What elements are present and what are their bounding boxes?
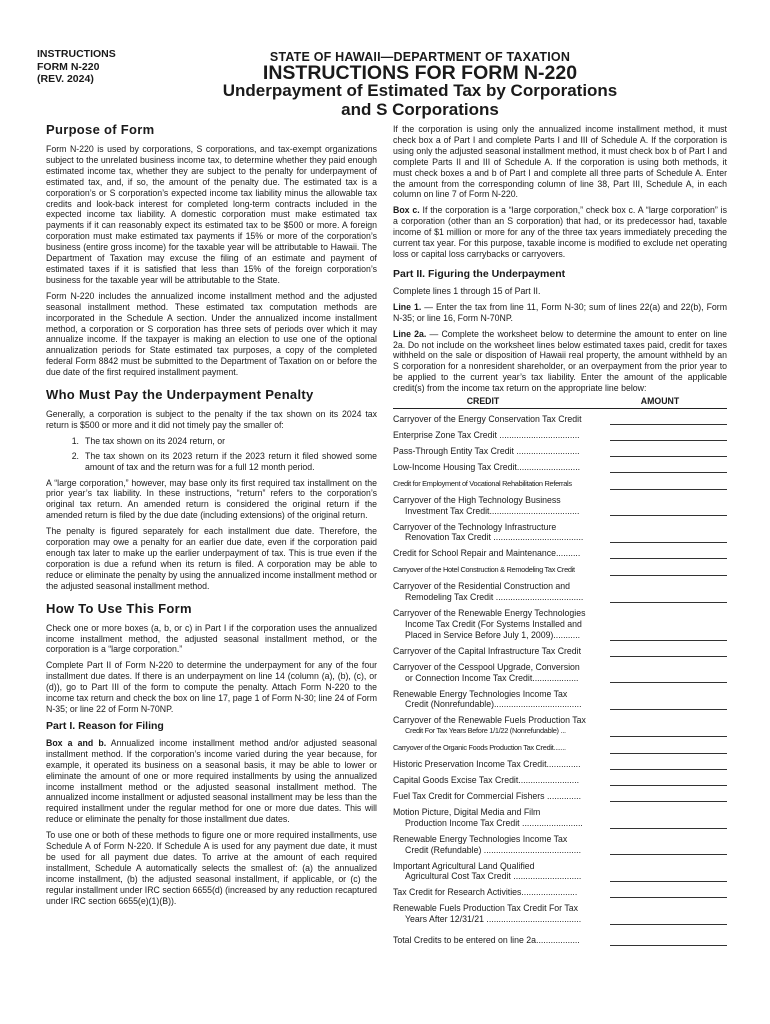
part2-heading: Part II. Figuring the Underpayment: [393, 267, 566, 280]
credit-row: [393, 903, 727, 925]
form-id-line: (REV. 2024): [37, 73, 94, 85]
credit-label-line: Renovation Tax Credit .....................................: [405, 532, 584, 543]
credit-row: [393, 742, 727, 754]
credit-label-line: Carryover of the Energy Conservation Tax Credit: [393, 413, 582, 424]
credit-label-line: Carryover of the Residential Construction and: [393, 581, 571, 592]
credit-label-line: Low-Income Housing Tax Credit..........................: [393, 461, 581, 472]
credit-label-line: Credit For Tax Years Before 1/1/22 (Nonrefundable) ...: [405, 726, 566, 736]
amount-input-line[interactable]: [610, 792, 727, 802]
amount-input-line[interactable]: [610, 593, 727, 603]
credit-row: [393, 478, 727, 490]
credit-label-line: Years After 12/31/21 .......................................: [405, 914, 582, 925]
amount-input-line[interactable]: [610, 431, 727, 441]
credit-label-line: or Connection Income Tax Credit...................: [405, 672, 579, 683]
who-paragraph: Generally, a corporation is subject to the penalty if the tax shown on its 2024 tax return is $500 or more and it did not timely pay the smaller of:: [46, 409, 377, 430]
credit-label-line: Pass-Through Entity Tax Credit ..........................: [393, 445, 580, 456]
how-paragraph: Check one or more boxes (a, b, or c) in Part I if the corporation uses the annualized income installment method, the adjusted seasonal installment method, or the corporation is a “large corporation.”: [46, 622, 377, 655]
document-title: INSTRUCTIONS FOR FORM N-220: [262, 62, 578, 84]
agency-name: STATE OF HAWAII—DEPARTMENT OF TAXATION: [269, 50, 571, 64]
credit-row: [393, 715, 727, 737]
part1-text: Annualized income installment method and/or adjusted seasonal installment method. If the corporation’s income varied during the year because, for example, it operated its business on a seasonal basis, it may be able to lower or eliminate the amount of one or more required installments by using the annualized income installment method or the adjusted seasonal installment method. The annualized income installment or adjusted seasonal installment may be less than the required installment under the regular method for one or more due dates. This will reduce or eliminate the penalty for those installment due dates.: [46, 737, 377, 825]
credit-label-line: Motion Picture, Digital Media and Film: [393, 807, 541, 818]
credit-label-line: Placed in Service Before July 1, 2009)...........: [405, 629, 581, 640]
credit-label: [393, 715, 607, 737]
box-c-paragraph: [393, 205, 727, 260]
amount-input-line[interactable]: [610, 673, 727, 683]
box-c-lead: Box c.: [393, 205, 420, 216]
list-number: 1.: [71, 435, 79, 446]
credit-row: [393, 581, 727, 603]
credit-row: [393, 759, 727, 770]
credit-label-line: Credit (Refundable) ........................................: [405, 844, 582, 855]
credit-column-header: CREDIT: [466, 396, 500, 407]
left-column: [46, 122, 377, 911]
credit-label: [393, 548, 607, 559]
form-identifier: [37, 48, 116, 86]
credit-label-line: Carryover of the High Technology Business: [393, 494, 561, 505]
list-item: [46, 436, 377, 447]
credit-label: [393, 581, 607, 603]
credit-label: [393, 646, 607, 657]
credit-label-line: Important Agricultural Land Qualified: [393, 860, 535, 871]
amount-input-line[interactable]: [610, 566, 727, 576]
part1-lead: Box a and b.: [46, 737, 107, 748]
credit-label: [393, 662, 607, 684]
total-credits-label: Total Credits to be entered on line 2a..................: [393, 934, 580, 945]
credit-row: [393, 522, 727, 544]
credit-label-line: Carryover of the Cesspool Upgrade, Conversion: [393, 661, 580, 672]
amount-input-line[interactable]: [610, 506, 727, 516]
credit-label: [393, 414, 607, 425]
purpose-heading: Purpose of Form: [46, 122, 155, 137]
credit-label: [393, 522, 607, 544]
credit-row: [393, 646, 727, 657]
line2a-text: — Complete the worksheet below to determine the amount to enter on line 2a. Do not include on the worksheet lines below estimated taxes paid, credit for taxes withheld on the sale or disposition of Hawaii real property, the amount withheld by an S corporation for a nonresident shareholder, or an overpayment from the prior year to be applied to the current year’s tax liability. Enter the amount of the applicable credit(s) from the income tax return on the appropriate line below:: [393, 328, 727, 394]
amount-input-line[interactable]: [610, 872, 727, 882]
line2a-lead: Line 2a.: [393, 328, 427, 339]
credit-label: [393, 495, 607, 517]
purpose-paragraph: Form N-220 includes the annualized income installment method and the adjusted seasonal installment method. These estimated tax computation methods are incorporated in the Schedule A section. Under the annualized income installment method, a corporation or S corporation has three sets of periods over which it may annualize income. If the taxpayer is making an election to use one of the optional annualization periods for State estimated tax purposes, a copy of the completed federal Form 8842 must be submitted to the Department of Taxation on or before the due date of the first required installment payment.: [46, 290, 377, 378]
credit-label-line: Credit for School Repair and Maintenance..........: [393, 548, 581, 559]
credit-label: [393, 564, 607, 576]
credit-row: [393, 462, 727, 473]
credit-row: [393, 791, 727, 802]
who-must-pay-heading: Who Must Pay the Underpayment Penalty: [46, 387, 314, 403]
line1-lead: Line 1.: [393, 301, 422, 312]
amount-input-line[interactable]: [610, 631, 727, 641]
amount-input-line[interactable]: [610, 447, 727, 457]
credit-label-line: Agricultural Cost Tax Credit ............................: [405, 871, 582, 882]
document-subtitle: [120, 81, 720, 119]
credit-label-line: Carryover of the Organic Foods Production Tax Credit.......: [393, 743, 566, 753]
credit-label: [393, 861, 607, 883]
part1-paragraph: To use one or both of these methods to figure one or more required installments, use Schedule A of Form N-220. If Schedule A is used for any payment due date, it must be used for all payment due dates. To arrive at the amount of each required installment, Schedule A automatically selects the smallest of: (a) the annualized income installment, (b) the adjusted seasonal installment, if applicable, or (c) the regular installment under IRC section 6655(d) (increased by any reduction recaptured under IRC section 6655(e)(1)(B)).: [46, 830, 377, 906]
amount-input-line[interactable]: [610, 727, 727, 737]
credit-label-line: Fuel Tax Credit for Commercial Fishers ..............: [393, 791, 582, 802]
credit-label: [393, 807, 607, 829]
credit-label-line: Tax Credit for Research Activities.......................: [393, 887, 578, 898]
credit-label: [393, 446, 607, 457]
credit-label: [393, 775, 607, 786]
amount-input-line[interactable]: [610, 760, 727, 770]
credit-row: [393, 662, 727, 684]
credit-label-line: Carryover of the Capital Infrastructure Tax Credit: [393, 645, 582, 656]
subtitle-line: and S Corporations: [341, 100, 499, 119]
amount-input-line[interactable]: [610, 533, 727, 543]
how-paragraph: Complete Part II of Form N-220 to determine the underpayment for any of the four installment due dates. If there is an underpayment on line 14 (column (a), (b), (c), or (d)), go to Part III of the form to compute the penalty. Attach Form N-220 to the income tax return and check the box on line 17, page 1 of Form N-30; line 24 of Form N-35; or line 22 of Form N-70NP.: [46, 660, 377, 714]
credit-row: [393, 430, 727, 441]
amount-input-line[interactable]: [610, 888, 727, 898]
amount-input-line[interactable]: [610, 480, 727, 490]
credit-row: [393, 887, 727, 898]
credit-label: [393, 689, 607, 711]
credit-rows: [393, 414, 727, 925]
credit-label: [393, 791, 607, 802]
right-column: [393, 124, 727, 951]
credit-label: [393, 478, 607, 490]
amount-input-line[interactable]: [610, 845, 727, 855]
credit-row: [393, 446, 727, 457]
purpose-paragraph: Form N-220 is used by corporations, S corporations, and tax-exempt organizations subject to the unrelated business income tax, to determine whether they paid enough estimated income tax, whether they are subject to the penalty for underpayment of estimated tax, and, if so, the amount of the penalty due. The estimated tax is a corporation’s or S corporation’s expected income tax liability minus the allowable tax credits and look-back interest for completed long-term contracts included in the expected income tax liability. A domestic corporation must make estimated tax payments if it can reasonably expect its estimated tax to be $500 or more. A foreign corporation must make estimated tax payments if 15% or more of the corporation’s business (entire gross income) for the taxable year will be attributable to Hawaii. The Department of Taxation may excuse the filing of an estimate and payment of estimated taxes if it is satisfied that less than 15% of the foreign corporation’s business for the taxable year will be attributable to the State.: [46, 144, 377, 285]
credits-header: [393, 396, 727, 409]
credit-label-line: Historic Preservation Income Tax Credit..............: [393, 759, 581, 770]
amount-input-line[interactable]: [610, 415, 727, 425]
amount-input-line[interactable]: [610, 744, 727, 754]
credit-label-line: Carryover of the Technology Infrastructure: [393, 521, 557, 532]
credit-label-line: Carryover of the Hotel Construction & Remodeling Tax Credit: [393, 565, 575, 575]
line1-paragraph: [393, 302, 727, 324]
credit-label: [393, 834, 607, 856]
credit-label-line: Credit (Nonrefundable)....................................: [405, 699, 582, 710]
part1-heading: Part I. Reason for Filing: [46, 719, 164, 732]
credit-label-line: Carryover of the Renewable Fuels Production Tax: [393, 715, 586, 726]
credit-label: [393, 430, 607, 441]
total-credits-row: [393, 935, 727, 946]
credit-row: [393, 689, 727, 711]
box-c-text: If the corporation is a “large corporation,” check box c. A “large corporation” is a corporation (other than an S corporation) that had, or its predecessor had, taxable income of $1 million or more for any of the three tax years immediately preceding the current tax year. For this purpose, taxable income is modified to exclude net operating loss or capital loss carrybacks or carryovers.: [393, 205, 727, 259]
credit-label-line: Carryover of the Renewable Energy Technologies: [393, 608, 586, 619]
credit-label-line: Renewable Energy Technologies Income Tax: [393, 833, 568, 844]
line1-text: — Enter the tax from line 11, Form N-30; sum of lines 22(a) and 22(b), Form N-35; or line 16, Form N-70NP.: [393, 301, 727, 323]
credit-label: [393, 903, 607, 925]
how-to-use-heading: How To Use This Form: [46, 600, 192, 616]
credit-label: [393, 759, 607, 770]
credit-row: [393, 834, 727, 856]
who-list: [46, 436, 377, 473]
amount-input-line[interactable]: [610, 463, 727, 473]
list-number: 2.: [71, 450, 79, 461]
credit-label: [393, 608, 607, 640]
credit-label-line: Renewable Fuels Production Tax Credit For Tax: [393, 903, 578, 914]
subtitle-line: Underpayment of Estimated Tax by Corporations: [222, 81, 618, 100]
credit-label-line: Enterprise Zone Tax Credit .................................: [393, 429, 580, 440]
credit-label-line: Capital Goods Excise Tax Credit.........................: [393, 775, 580, 786]
credit-row: [393, 775, 727, 786]
schedule-a-paragraph: If the corporation is using only the annualized income installment method, it must check box a of Part I and complete Parts I and III of Schedule A. If the corporation is using only the adjusted seasonal installment method, it must check box b of Part I and complete Parts II and III of Schedule A. If the corporation is using both methods, it must check boxes a and b of Part I and complete all three parts of Schedule A. Enter the amount from the corresponding column of line 38, Part III, Schedule A, in each column on line 7 of Form N-220.: [393, 124, 727, 200]
list-item: [46, 451, 377, 473]
amount-input-line[interactable]: [610, 647, 727, 657]
credit-label: [393, 742, 607, 754]
credit-row: [393, 861, 727, 883]
who-paragraph: The penalty is figured separately for each installment due date. Therefore, the corporation may owe a penalty for an earlier due date, even if the corporation paid enough tax later to make up the earlier underpayment of tax. This is true even if the corporation is due a refund when its return is filed. A corporation may be able to reduce or eliminate the penalty by using the annualized income installment method or the adjusted seasonal installment method.: [46, 526, 377, 591]
credit-label-line: Income Tax Credit (For Systems Installed and: [405, 618, 582, 629]
amount-input-line[interactable]: [610, 776, 727, 786]
list-text: The tax shown on its 2023 return if the 2023 return it filed showed some amount of tax and the return was for a full 12 month period.: [85, 450, 377, 472]
part2-paragraph: Complete lines 1 through 15 of Part II.: [393, 285, 541, 296]
credit-row: [393, 414, 727, 425]
credit-label-line: Renewable Energy Technologies Income Tax: [393, 688, 568, 699]
who-paragraph: A “large corporation,” however, may base only its first required tax installment on the prior year’s tax liability. In these instructions, “return” refers to the corporation’s original tax return. An amended return is considered the original return if the amended return is filed by the due date (including extensions) of the original return.: [46, 477, 377, 521]
credit-label: [393, 462, 607, 473]
amount-input-line[interactable]: [610, 915, 727, 925]
form-id-line: INSTRUCTIONS: [37, 48, 116, 60]
amount-input-line[interactable]: [610, 819, 727, 829]
credit-row: [393, 495, 727, 517]
credit-row: [393, 807, 727, 829]
form-id-line: FORM N-220: [37, 60, 100, 73]
credit-label-line: Credit for Employment of Vocational Rehabilitation Referrals: [393, 478, 572, 488]
credit-label-line: Investment Tax Credit.....................................: [405, 505, 580, 516]
list-text: The tax shown on its 2024 return, or: [85, 435, 226, 446]
part1-paragraph: [46, 738, 377, 825]
credit-label: [393, 887, 607, 898]
amount-input-line[interactable]: [610, 936, 727, 946]
amount-input-line[interactable]: [610, 549, 727, 559]
credit-row: [393, 608, 727, 640]
credit-row: [393, 548, 727, 559]
line2a-paragraph: [393, 329, 727, 394]
credit-label-line: Production Income Tax Credit .........................: [405, 817, 583, 828]
credit-row: [393, 564, 727, 576]
credit-label-line: Remodeling Tax Credit ....................................: [405, 592, 584, 603]
amount-input-line[interactable]: [610, 700, 727, 710]
credits-worksheet: [393, 396, 727, 946]
amount-column-header: AMOUNT: [640, 396, 680, 407]
